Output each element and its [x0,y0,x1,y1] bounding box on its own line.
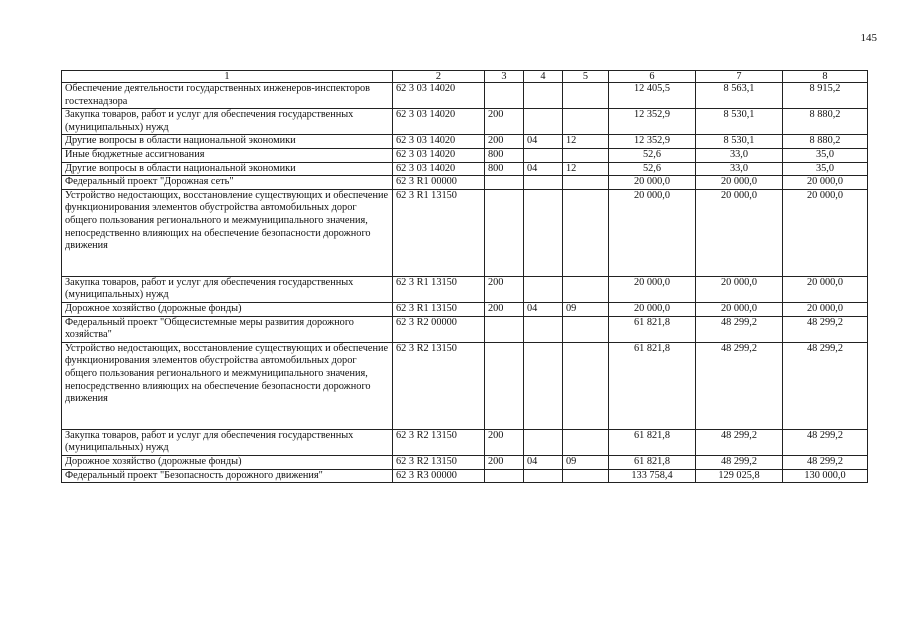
amount-col7-cell: 20 000,0 [696,189,783,276]
expense-type-cell: 200 [485,455,524,469]
amount-col7-cell: 129 025,8 [696,469,783,483]
amount-col7-cell: 48 299,2 [696,429,783,455]
header-cell: 3 [485,71,524,83]
expense-type-cell [485,189,524,276]
target-code-cell: 62 3 03 14020 [393,109,485,135]
subsection-cell: 12 [563,162,609,176]
row-name-cell: Федеральный проект "Безопасность дорожного движения" [62,469,393,483]
amount-col8-cell: 130 000,0 [783,469,868,483]
row-name-cell: Другие вопросы в области национальной экономики [62,162,393,176]
section-cell [524,342,563,429]
amount-col8-cell: 20 000,0 [783,302,868,316]
section-cell [524,109,563,135]
expense-type-cell [485,83,524,109]
target-code-cell: 62 3 R1 00000 [393,176,485,190]
amount-col8-cell: 20 000,0 [783,189,868,276]
section-cell [524,189,563,276]
expense-type-cell [485,342,524,429]
amount-col6-cell: 61 821,8 [609,429,696,455]
table-row [62,342,868,429]
section-cell: 04 [524,302,563,316]
section-cell: 04 [524,455,563,469]
header-cell: 2 [393,71,485,83]
target-code-cell: 62 3 R2 13150 [393,455,485,469]
row-name-cell: Федеральный проект "Дорожная сеть" [62,176,393,190]
subsection-cell [563,342,609,429]
subsection-cell [563,83,609,109]
table-row [62,455,868,469]
target-code-cell: 62 3 R3 00000 [393,469,485,483]
target-code-cell: 62 3 03 14020 [393,83,485,109]
header-cell: 8 [783,71,868,83]
row-name-cell: Закупка товаров, работ и услуг для обеспечения государственных (муниципальных) нужд [62,276,393,302]
amount-col8-cell: 35,0 [783,148,868,162]
target-code-cell: 62 3 R2 13150 [393,429,485,455]
amount-col6-cell: 133 758,4 [609,469,696,483]
subsection-cell [563,429,609,455]
amount-col7-cell: 20 000,0 [696,276,783,302]
amount-col7-cell: 8 530,1 [696,109,783,135]
amount-col6-cell: 61 821,8 [609,316,696,342]
subsection-cell: 09 [563,302,609,316]
table-row [62,135,868,149]
target-code-cell: 62 3 R1 13150 [393,276,485,302]
target-code-cell: 62 3 03 14020 [393,162,485,176]
row-name-cell: Дорожное хозяйство (дорожные фонды) [62,302,393,316]
table-row [62,148,868,162]
amount-col6-cell: 12 352,9 [609,109,696,135]
amount-col6-cell: 52,6 [609,148,696,162]
amount-col7-cell: 48 299,2 [696,316,783,342]
amount-col7-cell: 33,0 [696,148,783,162]
row-name-cell: Закупка товаров, работ и услуг для обеспечения государственных (муниципальных) нужд [62,109,393,135]
table-header-row [62,71,868,83]
expense-type-cell: 200 [485,302,524,316]
row-name-cell: Закупка товаров, работ и услуг для обеспечения государственных (муниципальных) нужд [62,429,393,455]
expense-type-cell: 200 [485,276,524,302]
target-code-cell: 62 3 R2 00000 [393,316,485,342]
expense-type-cell [485,469,524,483]
row-name-cell: Устройство недостающих, восстановление существующих и обеспечение функционирования элементов обустройства автомобильных дорог общего пользования регионального и межмуниципального значения, непосредственно влияющих на обеспечение безопасности дорожного движения [62,189,393,276]
subsection-cell [563,176,609,190]
amount-col8-cell: 20 000,0 [783,276,868,302]
section-cell [524,276,563,302]
expense-type-cell: 200 [485,429,524,455]
amount-col6-cell: 52,6 [609,162,696,176]
subsection-cell [563,189,609,276]
row-name-cell: Устройство недостающих, восстановление существующих и обеспечение функционирования элементов обустройства автомобильных дорог общего пользования регионального и межмуниципального значения, непосредственно влияющих на обеспечение безопасности дорожного движения [62,342,393,429]
amount-col8-cell: 20 000,0 [783,176,868,190]
amount-col7-cell: 8 530,1 [696,135,783,149]
amount-col7-cell: 48 299,2 [696,455,783,469]
amount-col7-cell: 8 563,1 [696,83,783,109]
header-cell: 1 [62,71,393,83]
amount-col7-cell: 20 000,0 [696,176,783,190]
target-code-cell: 62 3 03 14020 [393,148,485,162]
expense-type-cell: 800 [485,148,524,162]
amount-col6-cell: 20 000,0 [609,189,696,276]
amount-col8-cell: 48 299,2 [783,342,868,429]
section-cell: 04 [524,135,563,149]
table-row [62,302,868,316]
section-cell [524,469,563,483]
amount-col6-cell: 20 000,0 [609,302,696,316]
amount-col6-cell: 20 000,0 [609,176,696,190]
table-row [62,276,868,302]
row-name-cell: Обеспечение деятельности государственных инженеров-инспекторов гостехнадзора [62,83,393,109]
target-code-cell: 62 3 03 14020 [393,135,485,149]
table-row [62,469,868,483]
table-row [62,429,868,455]
expense-type-cell: 200 [485,109,524,135]
row-name-cell: Дорожное хозяйство (дорожные фонды) [62,455,393,469]
amount-col6-cell: 20 000,0 [609,276,696,302]
budget-table [61,70,868,483]
target-code-cell: 62 3 R1 13150 [393,302,485,316]
expense-type-cell [485,176,524,190]
section-cell: 04 [524,162,563,176]
section-cell [524,176,563,190]
table-row [62,83,868,109]
subsection-cell [563,109,609,135]
amount-col8-cell: 48 299,2 [783,316,868,342]
amount-col8-cell: 35,0 [783,162,868,176]
section-cell [524,316,563,342]
page-number: 145 [860,32,877,44]
subsection-cell [563,276,609,302]
amount-col8-cell: 8 880,2 [783,135,868,149]
header-cell: 6 [609,71,696,83]
amount-col8-cell: 8 880,2 [783,109,868,135]
amount-col7-cell: 33,0 [696,162,783,176]
section-cell [524,148,563,162]
amount-col6-cell: 12 405,5 [609,83,696,109]
subsection-cell [563,469,609,483]
table-row [62,162,868,176]
amount-col7-cell: 20 000,0 [696,302,783,316]
amount-col6-cell: 61 821,8 [609,342,696,429]
target-code-cell: 62 3 R1 13150 [393,189,485,276]
target-code-cell: 62 3 R2 13150 [393,342,485,429]
amount-col7-cell: 48 299,2 [696,342,783,429]
amount-col8-cell: 8 915,2 [783,83,868,109]
subsection-cell [563,316,609,342]
table-row [62,189,868,276]
table-body [62,71,868,483]
table-row [62,176,868,190]
row-name-cell: Федеральный проект "Общесистемные меры развития дорожного хозяйства" [62,316,393,342]
header-cell: 7 [696,71,783,83]
amount-col6-cell: 61 821,8 [609,455,696,469]
table-row [62,316,868,342]
section-cell [524,83,563,109]
subsection-cell [563,148,609,162]
subsection-cell: 12 [563,135,609,149]
amount-col6-cell: 12 352,9 [609,135,696,149]
amount-col8-cell: 48 299,2 [783,455,868,469]
row-name-cell: Другие вопросы в области национальной экономики [62,135,393,149]
expense-type-cell [485,316,524,342]
table-row [62,109,868,135]
amount-col8-cell: 48 299,2 [783,429,868,455]
header-cell: 4 [524,71,563,83]
subsection-cell: 09 [563,455,609,469]
expense-type-cell: 800 [485,162,524,176]
row-name-cell: Иные бюджетные ассигнования [62,148,393,162]
header-cell: 5 [563,71,609,83]
expense-type-cell: 200 [485,135,524,149]
section-cell [524,429,563,455]
